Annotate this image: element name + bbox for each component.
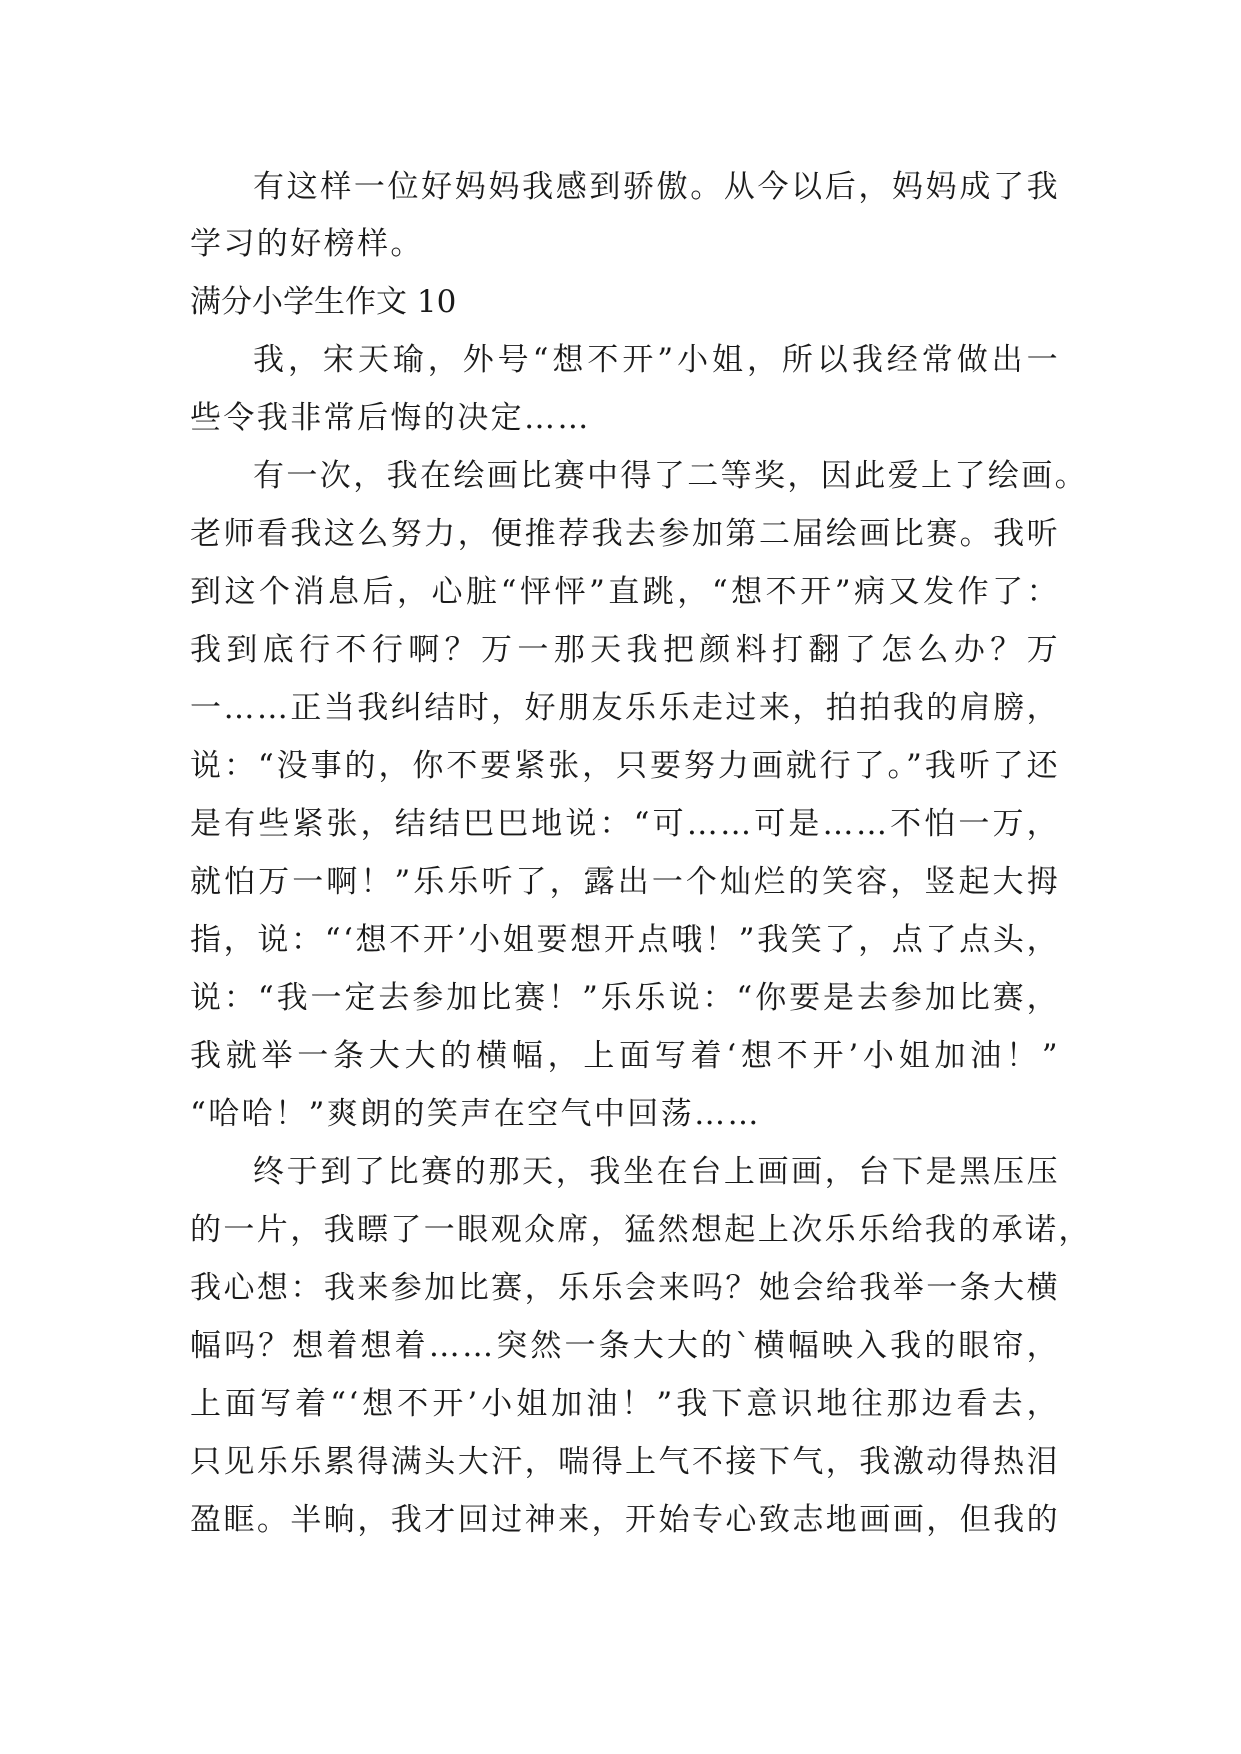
paragraph-3-line-12: “哈哈！”爽朗的笑声在空气中回荡……: [190, 1096, 761, 1132]
paragraph-4-line-5: 上面写着“‘想不开’小姐加油！”我下意识地往那边看去，: [190, 1386, 1060, 1422]
essay-heading: 满分小学生作文 10: [190, 284, 457, 320]
paragraph-1-line-1: 有这样一位好妈妈我感到骄傲。从今以后，妈妈成了我: [253, 169, 1060, 205]
paragraph-3-line-7: 是有些紧张，结结巴巴地说：“可……可是……不怕一万，: [190, 806, 1060, 842]
paragraph-3-line-9: 指，说：“‘想不开’小姐要想开点哦！”我笑了，点了点头，: [190, 922, 1060, 958]
paragraph-3-line-11: 我就举一条大大的横幅，上面写着‘想不开’小姐加油！”: [190, 1038, 1060, 1074]
paragraph-4-line-4: 幅吗？想着想着……突然一条大大的`横幅映入我的眼帘，: [190, 1328, 1060, 1364]
paragraph-4-line-1: 终于到了比赛的那天，我坐在台上画画，台下是黑压压: [253, 1154, 1060, 1190]
paragraph-3-line-3: 到这个消息后，心脏“怦怦”直跳，“想不开”病又发作了：: [190, 574, 1060, 610]
paragraph-3-line-1: 有一次，我在绘画比赛中得了二等奖，因此爱上了绘画。: [253, 458, 1088, 494]
paragraph-2-line-1: 我，宋天瑜，外号“想不开”小姐，所以我经常做出一: [253, 342, 1060, 378]
paragraph-4-line-7: 盈眶。半晌，我才回过神来，开始专心致志地画画，但我的: [190, 1502, 1060, 1538]
paragraph-3-line-10: 说：“我一定去参加比赛！”乐乐说：“你要是去参加比赛，: [190, 980, 1060, 1016]
paragraph-3-line-2: 老师看我这么努力，便推荐我去参加第二届绘画比赛。我听: [190, 516, 1060, 552]
paragraph-3-line-8: 就怕万一啊！”乐乐听了，露出一个灿烂的笑容，竖起大拇: [190, 864, 1060, 900]
paragraph-1-line-2: 学习的好榜样。: [190, 226, 424, 262]
paragraph-4-line-2: 的一片，我瞟了一眼观众席，猛然想起上次乐乐给我的承诺，: [190, 1212, 1092, 1248]
paragraph-2-line-2: 些令我非常后悔的决定……: [190, 400, 591, 436]
paragraph-4-line-3: 我心想：我来参加比赛，乐乐会来吗？她会给我举一条大横: [190, 1270, 1060, 1306]
paragraph-3-line-5: 一……正当我纠结时，好朋友乐乐走过来，拍拍我的肩膀，: [190, 690, 1060, 726]
paragraph-3-line-6: 说：“没事的，你不要紧张，只要努力画就行了。”我听了还: [190, 748, 1060, 784]
paragraph-3-line-4: 我到底行不行啊？万一那天我把颜料打翻了怎么办？万: [190, 632, 1060, 668]
paragraph-4-line-6: 只见乐乐累得满头大汗，喘得上气不接下气，我激动得热泪: [190, 1444, 1060, 1480]
